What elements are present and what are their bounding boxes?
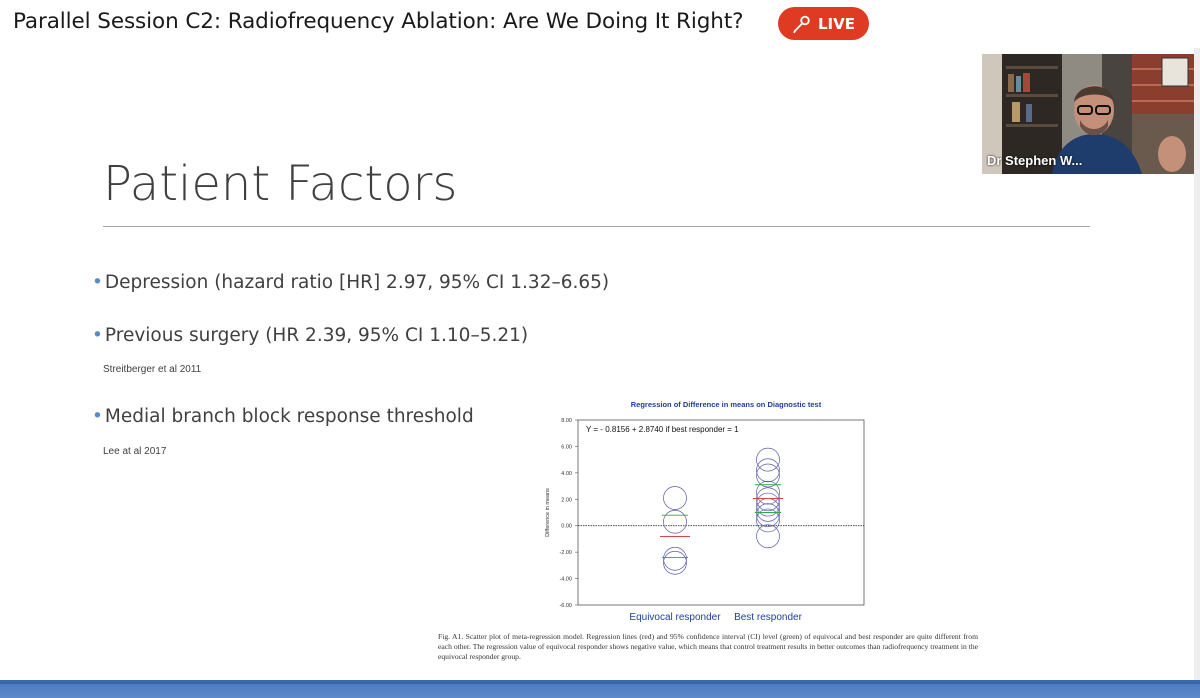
top-bar [0, 0, 1200, 48]
y-tick-label: -4.00 [559, 576, 572, 583]
microphone-icon [792, 14, 812, 34]
y-axis-label: Difference in means [545, 488, 551, 537]
bullet-marker: • [92, 406, 103, 427]
session-title: Parallel Session C2: Radiofrequency Ablation: Are We Doing It Right? [13, 9, 744, 34]
figure-caption: Fig. A1. Scatter plot of meta-regression model. Regression lines (red) and 95% confidence interval (CI) level (green) of equivocal and best responder are quite different from each other. The regression value of equivocal responder shows negative value, which means that control treatment results in better outcomes than radiofrequency treatment in the equivocal responder group. [438, 632, 978, 662]
bullet-text: Medial branch block response threshold [104, 406, 474, 427]
right-edge-panel [1194, 48, 1200, 680]
bullet-marker: • [92, 325, 103, 346]
y-tick-label: 0.00 [561, 523, 572, 530]
bottom-toolbar-edge [0, 680, 1200, 684]
slide-title: Patient Factors [103, 156, 458, 212]
y-tick-label: -6.00 [559, 603, 572, 609]
bullet-text: Depression (hazard ratio [HR] 2.97, 95% CI 1.32–6.65) [104, 272, 610, 293]
chart-title: Regression of Difference in means on Diagnostic test [630, 400, 822, 409]
speaker-name-label: Dr Stephen W... [987, 153, 1083, 168]
citation-streitberger: Streitberger et al 2011 [103, 364, 202, 375]
bullet-previous-surgery [92, 325, 528, 346]
x-category-label: Best responder [734, 612, 802, 623]
regression-equation: Y = - 0.8156 + 2.8740 if best responder = 1 [586, 425, 739, 434]
x-category-label: Equivocal responder [629, 612, 721, 623]
y-tick-label: -2.00 [559, 550, 572, 557]
bullet-depression [92, 272, 609, 293]
title-divider [103, 226, 1090, 227]
live-badge[interactable] [778, 7, 869, 40]
plot-area [578, 420, 864, 605]
speaker-video[interactable] [982, 54, 1194, 174]
bullet-medial-branch [92, 406, 474, 427]
y-tick-label: 8.00 [561, 418, 572, 424]
y-tick-label: 2.00 [561, 497, 572, 504]
bullet-marker: • [92, 272, 103, 293]
citation-lee: Lee at al 2017 [103, 446, 167, 457]
live-label: LIVE [818, 14, 855, 33]
y-tick-label: 6.00 [561, 444, 572, 451]
scatter-chart [530, 395, 880, 630]
y-tick-label: 4.00 [561, 470, 572, 477]
bullet-text: Previous surgery (HR 2.39, 95% CI 1.10–5.21) [104, 325, 529, 346]
